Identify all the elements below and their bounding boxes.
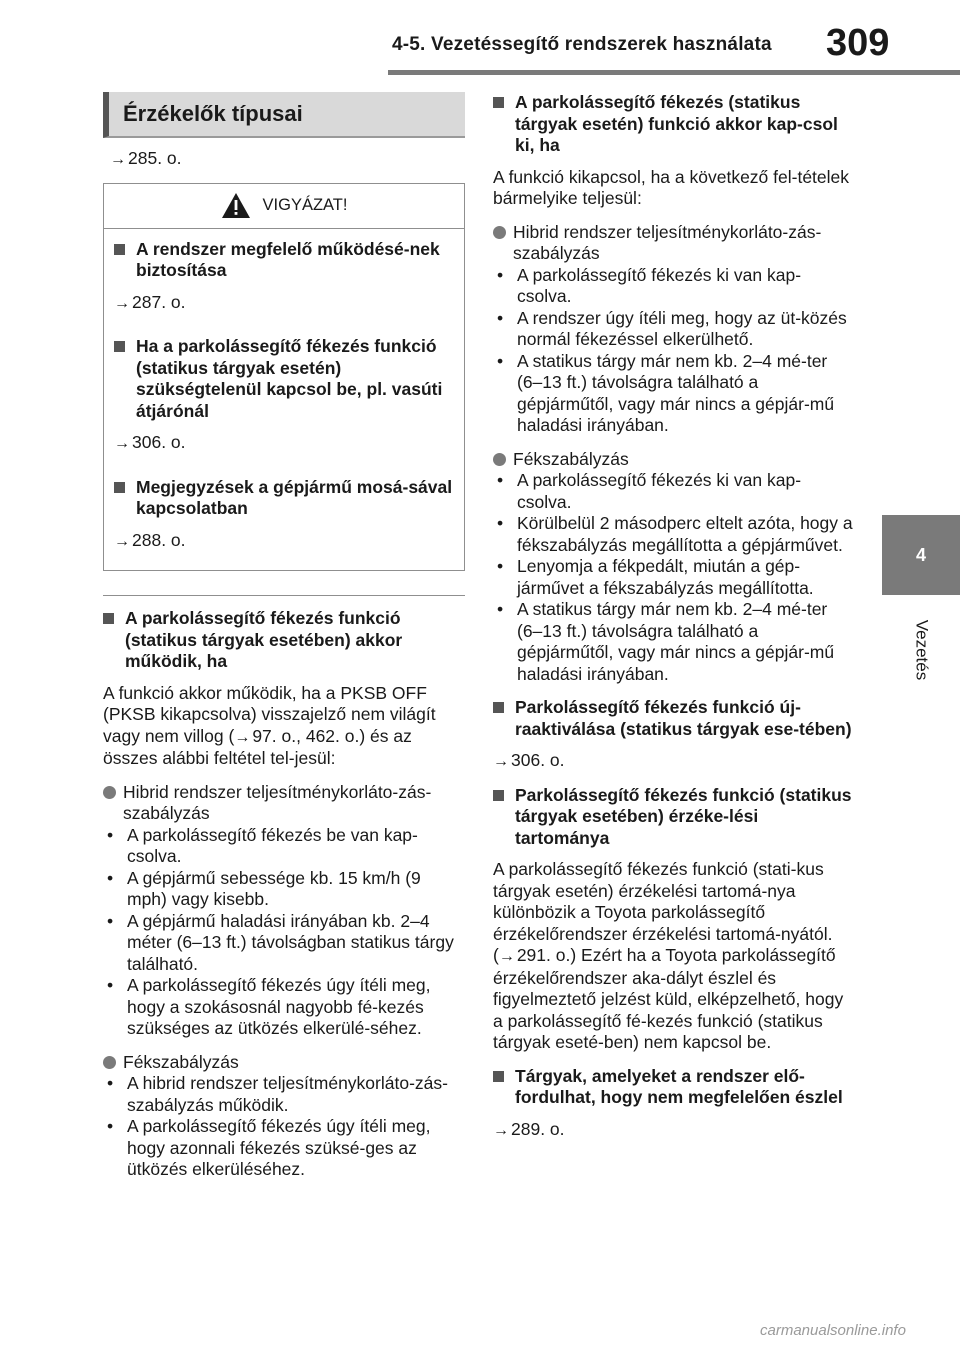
circle-bullet-icon (103, 782, 123, 825)
caution-box (103, 183, 465, 572)
topic-intro: A funkció akkor működik, ha a PKSB OFF (PKSB kikapcsolva) visszajelző nem világít vagy nem villog (→ 97. o., 462. o.) és az összes alábbi feltétel tel-jesül: (103, 682, 436, 768)
chapter-number: 4 (915, 544, 926, 565)
caution-item-ref (114, 530, 454, 553)
arrow-icon: → (498, 948, 515, 965)
running-header: 4-5. Vezetéssegítő rendszerek használata (392, 34, 772, 55)
list-item: • A statikus tárgy már nem kb. 2–4 mé-ter (6–13 ft.) távolságra található a gépjárműtől, vagy már nincs a gépjár-mű haladási irányában. (497, 350, 835, 435)
ref-link[interactable]: 287. o. (132, 291, 186, 312)
list-item: • Körülbelül 2 másodperc eltelt azóta, hogy a fékszabályzás megállította a gépjárművet. (497, 513, 853, 555)
warning-triangle-icon (221, 192, 251, 219)
topic-heading: A parkolássegítő fékezés funkció (statikus tárgyak esetében) akkor működik, ha (103, 608, 465, 673)
chapter-name: Vezetés (912, 619, 931, 681)
ref-link[interactable]: 289. o. (511, 1118, 565, 1139)
topic-ref (493, 750, 853, 773)
condition-group (493, 222, 853, 437)
list-item: • A parkolássegítő fékezés ki van kap-csolva. (497, 470, 802, 512)
section-title: Érzékelők típusai (103, 92, 465, 138)
arrow-icon: → (110, 151, 126, 168)
chapter-tab (882, 515, 960, 595)
topic-heading: A parkolássegítő fékezés (statikus tárgyak esetén) funkció akkor kap-csol ki, ha (493, 92, 853, 157)
left-column (103, 92, 465, 1193)
square-bullet-icon (493, 697, 515, 740)
square-bullet-icon (493, 92, 515, 157)
topic-text: A parkolássegítő fékezés funkció (stati-kus tárgyak esetén) érzékelési tartomá-nya különbözik a Toyota parkolássegítő érzékelőrendszer érzékelési tartomá-nyától. (→ 291. o.) Ezért ha a Toyota parkolássegítő érzékelőrendszer aka-dályt észlel és figyelmeztető jelzést küld, elképzelhető, hogy a parkolássegítő fé-kezés funkció (statikus tárgyak eseté-ben) nem kapcsol be. (493, 859, 844, 1052)
topic-heading: Parkolássegítő fékezés funkció új-raaktiválása (statikus tárgyak ese-tében) (493, 697, 853, 740)
group-title: Hibrid rendszer teljesítménykorláto-zás-szabályzás (493, 222, 853, 265)
circle-bullet-icon (493, 449, 513, 471)
circle-bullet-icon (103, 1052, 123, 1074)
caution-item-heading: A rendszer megfelelő működésé-nek biztosítása (114, 239, 454, 282)
ref-link[interactable]: 291. o.) (516, 945, 577, 965)
caution-title: VIGYÁZAT! (262, 195, 348, 214)
group-title: Hibrid rendszer teljesítménykorláto-zás-szabályzás (103, 782, 465, 825)
square-bullet-icon (114, 477, 136, 520)
caution-item-heading: Megjegyzések a gépjármű mosá-sával kapcsolatban (114, 477, 454, 520)
topic-heading: Parkolássegítő fékezés funkció (statikus tárgyak esetében) érzéke-lési tartománya (493, 785, 853, 850)
list-item: • A rendszer úgy ítéli meg, hogy az üt-közés normál fékezéssel elkerülhető. (497, 307, 847, 349)
square-bullet-icon (493, 785, 515, 850)
caution-item-heading: Ha a parkolássegítő fékezés funkció (statikus tárgyak esetén) szükségtelenül kapcsol be, pl. vasúti átjárónál (114, 336, 454, 422)
square-bullet-icon (493, 1066, 515, 1109)
caution-item-ref (114, 432, 454, 455)
condition-group (103, 1052, 465, 1181)
square-bullet-icon (103, 608, 125, 673)
list-item: • A gépjármű haladási irányában kb. 2–4 méter (6–13 ft.) távolságban statikus tárgy található. (107, 910, 454, 974)
list-item: • A gépjármű sebessége kb. 15 km/h (9 mph) vagy kisebb. (107, 867, 421, 909)
square-bullet-icon (114, 336, 136, 422)
arrow-icon: → (114, 435, 130, 452)
list-item: • A parkolássegítő fékezés úgy ítéli meg, hogy a szokásosnál nagyobb fé-kezés szükséges az ütközés elkerülé-séhez. (107, 975, 431, 1038)
square-bullet-icon (114, 239, 136, 282)
caution-header (104, 184, 464, 229)
arrow-icon: → (114, 532, 130, 550)
list-item: • A parkolássegítő fékezés be van kap-csolva. (107, 824, 418, 866)
topic-intro: A funkció kikapcsol, ha a következő fel-tételek bármelyike teljesül: (493, 166, 850, 208)
topic-heading: Tárgyak, amelyeket a rendszer elő-fordulhat, hogy nem megfelelően észlel (493, 1066, 853, 1109)
condition-group (103, 782, 465, 1040)
divider-rule (103, 595, 465, 596)
page-number: 309 (826, 22, 890, 64)
list-item: • Lenyomja a fékpedált, miután a gép-járművet a fékszabályzás megállította. (497, 556, 814, 598)
watermark (760, 1322, 906, 1339)
ref-link[interactable]: 306. o. (132, 432, 186, 452)
watermark-text: carmanualsonline.info (760, 1322, 906, 1339)
caution-body (104, 229, 464, 571)
arrow-icon: → (114, 294, 130, 312)
topic-ref (493, 1119, 853, 1142)
section-ref-link[interactable]: 285. o. (128, 148, 182, 168)
condition-group (493, 449, 853, 686)
chapter-name-container (893, 600, 949, 700)
list-item: • A parkolássegítő fékezés ki van kap-csolva. (497, 264, 802, 306)
group-title: Fékszabályzás (103, 1052, 465, 1074)
section-ref (110, 148, 465, 171)
caution-item-ref (114, 292, 454, 315)
arrow-icon: → (493, 1121, 509, 1139)
right-column (493, 92, 853, 1153)
arrow-icon: → (493, 753, 509, 770)
list-item: • A statikus tárgy már nem kb. 2–4 mé-ter (6–13 ft.) távolságra található a gépjárműtől, vagy már nincs a gépjár-mű haladási irányában. (497, 599, 835, 684)
ref-link[interactable]: 288. o. (132, 529, 186, 550)
ref-link[interactable]: 306. o. (511, 750, 565, 770)
arrow-icon: → (234, 728, 251, 746)
header-rule (388, 70, 960, 75)
ref-link[interactable]: 97. o., (252, 725, 301, 746)
circle-bullet-icon (493, 222, 513, 265)
list-item: • A hibrid rendszer teljesítménykorláto-zás-szabályzás működik. (107, 1073, 448, 1115)
group-title: Fékszabályzás (493, 449, 853, 471)
list-item: • A parkolássegítő fékezés úgy ítéli meg, hogy azonnali fékezés szüksé-ges az ütközés elkerüléséhez. (107, 1116, 431, 1179)
